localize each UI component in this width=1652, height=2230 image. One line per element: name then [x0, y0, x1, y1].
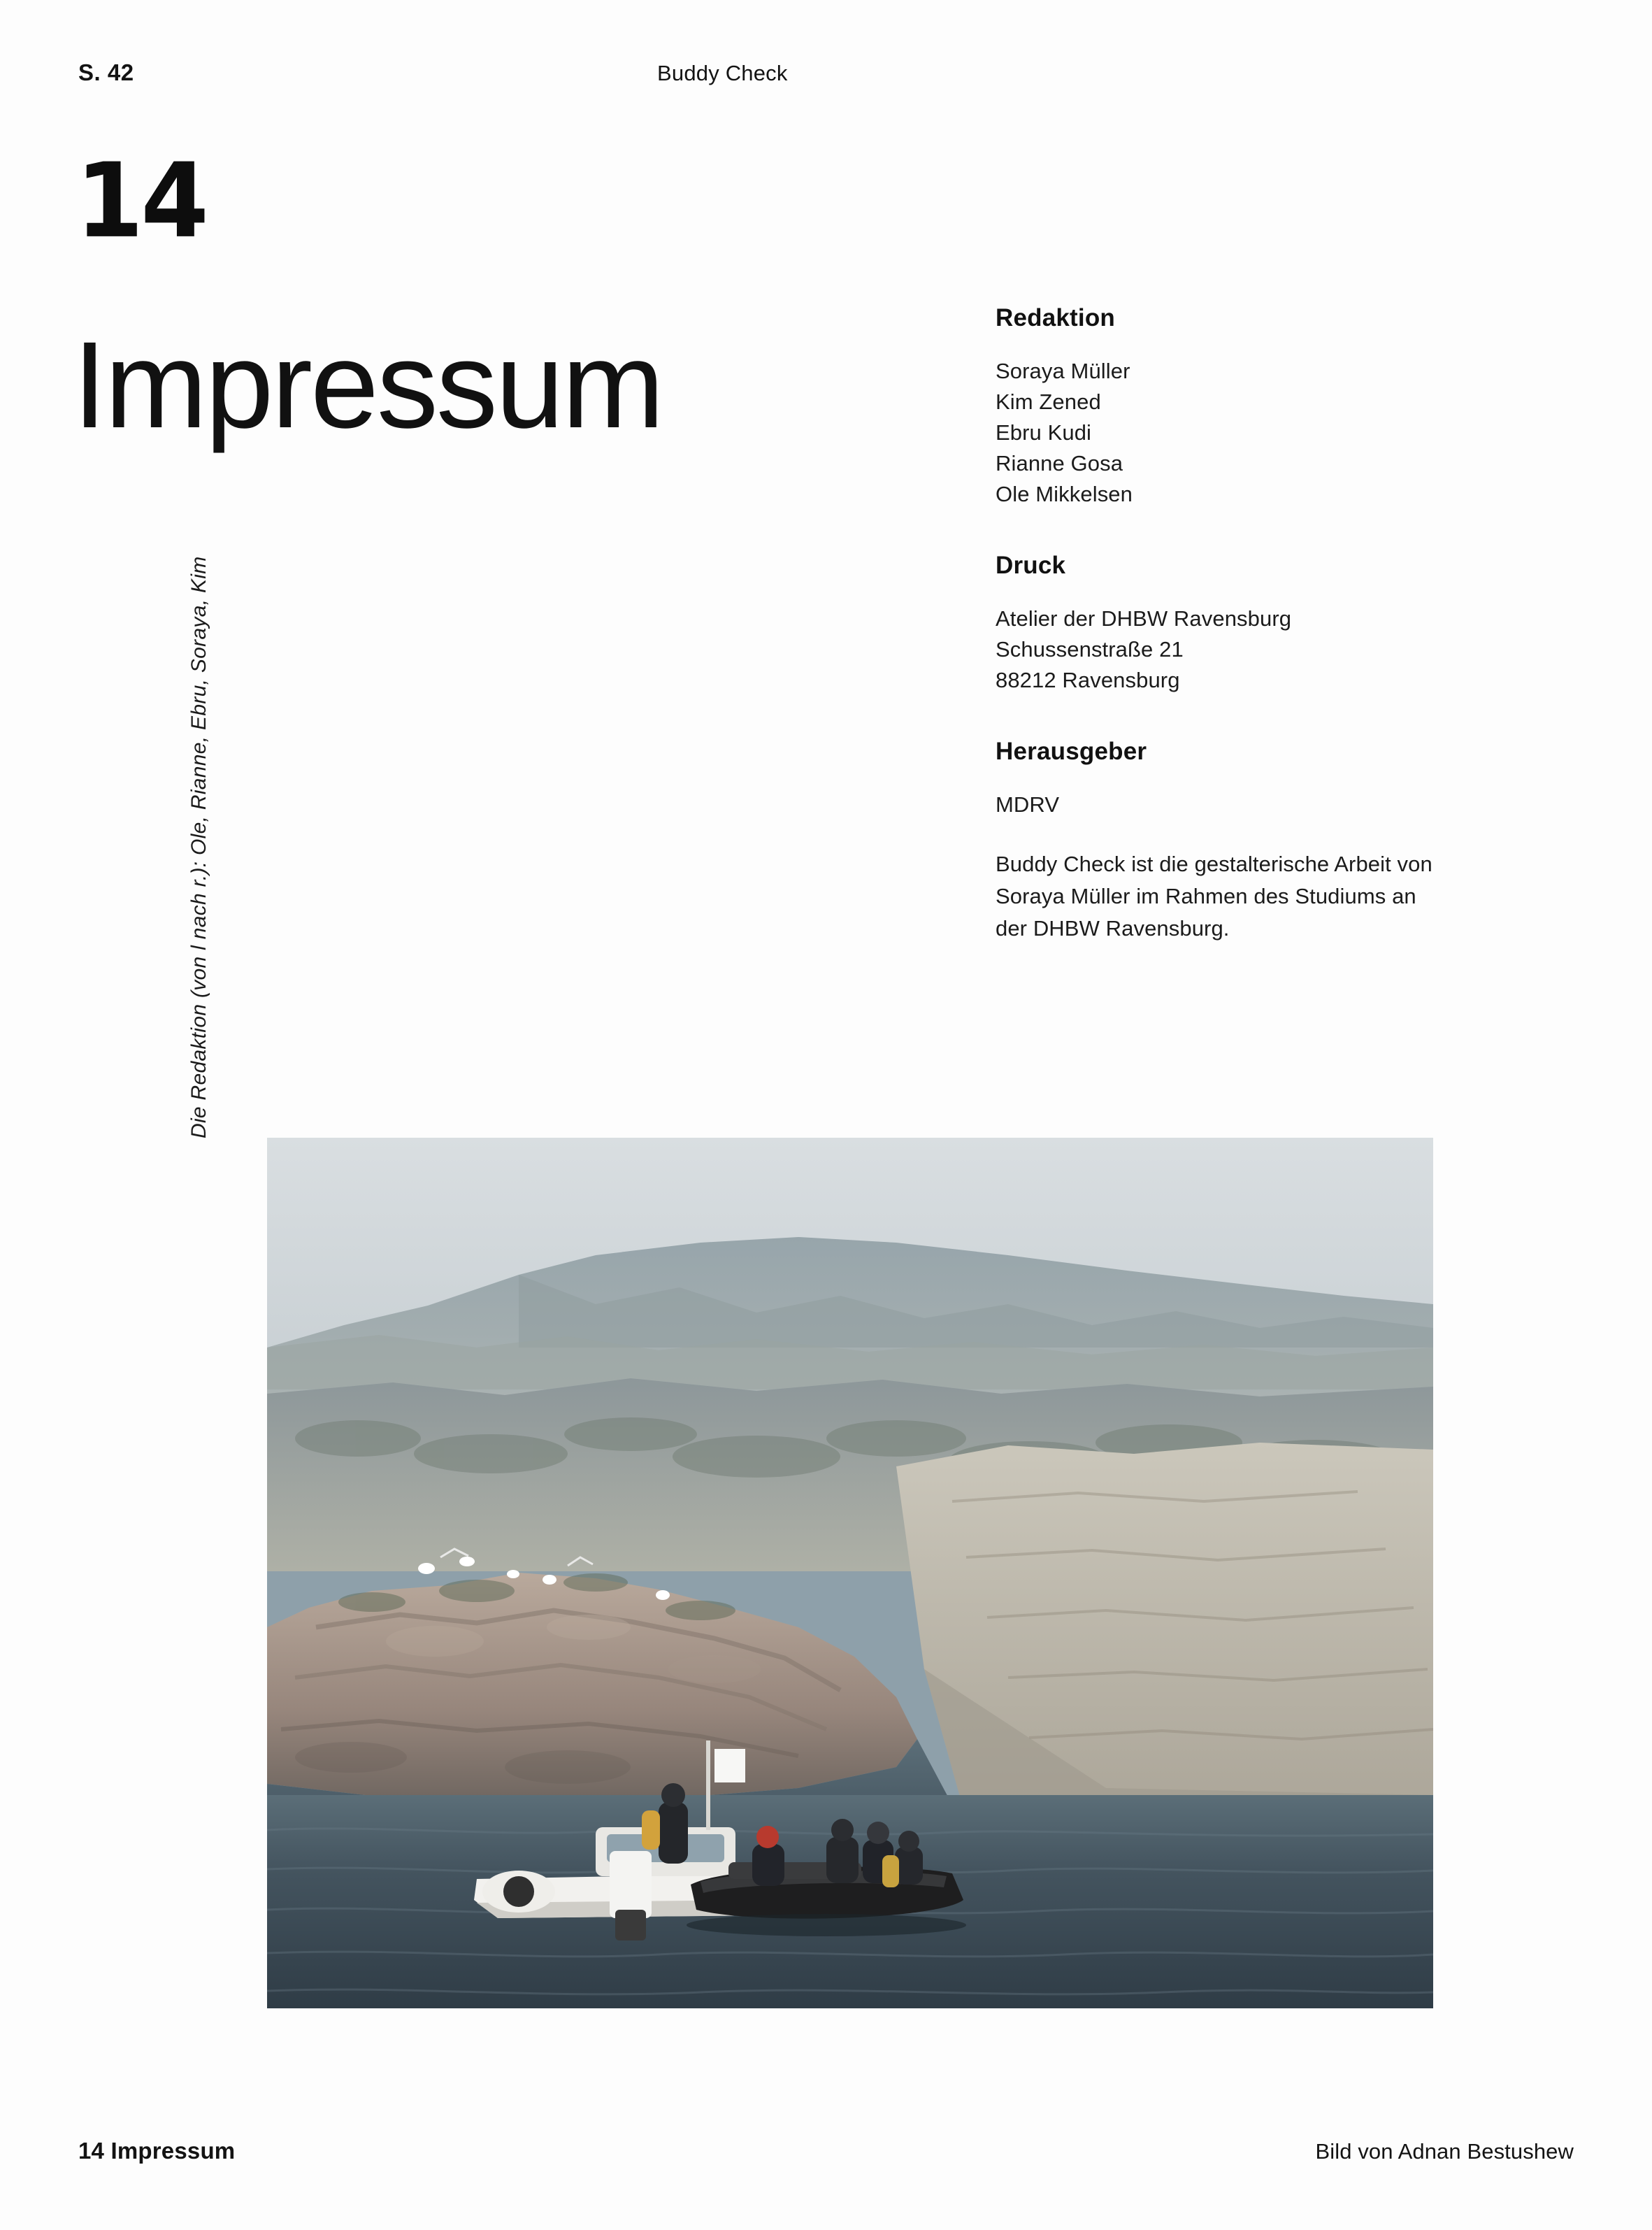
publisher-name: MDRV	[996, 792, 1060, 817]
photo	[267, 1138, 1433, 2008]
print-line: Schussenstraße 21	[996, 637, 1184, 662]
editorial-heading: Redaktion	[996, 304, 1115, 331]
editorial-name: Rianne Gosa	[996, 451, 1123, 476]
editorial-name: Soraya Müller	[996, 359, 1130, 383]
page-title: Impressum	[73, 317, 663, 454]
publisher-note: Buddy Check ist die gestalterische Arbeit von Soraya Müller im Rahmen des Studiums an der DHBW Ravensburg.	[996, 852, 1432, 941]
publication-title: Buddy Check	[657, 61, 788, 85]
colophon	[996, 304, 1457, 945]
colophon-block-editorial	[996, 304, 1457, 510]
colophon-block-publisher	[996, 738, 1457, 945]
publisher-heading: Herausgeber	[996, 738, 1147, 765]
photo-illustration	[267, 1138, 1433, 2008]
page-header	[0, 59, 1652, 87]
chapter-number: 14	[76, 141, 206, 262]
photo-side-caption: Die Redaktion (von l nach r.): Ole, Rianne, Ebru, Soraya, Kim	[187, 556, 210, 1138]
page-marker: S. 42	[78, 59, 134, 85]
photo-credit: Bild von Adnan Bestushew	[1315, 2139, 1574, 2164]
print-heading: Druck	[996, 552, 1066, 579]
footer-chapter-label: 14 Impressum	[78, 2138, 236, 2164]
print-line: 88212 Ravensburg	[996, 668, 1180, 692]
editorial-name: Ebru Kudi	[996, 420, 1092, 445]
colophon-block-print	[996, 552, 1457, 696]
page-footer	[0, 2138, 1652, 2168]
print-line: Atelier der DHBW Ravensburg	[996, 606, 1292, 631]
editorial-name: Kim Zened	[996, 389, 1101, 414]
editorial-name: Ole Mikkelsen	[996, 482, 1133, 506]
